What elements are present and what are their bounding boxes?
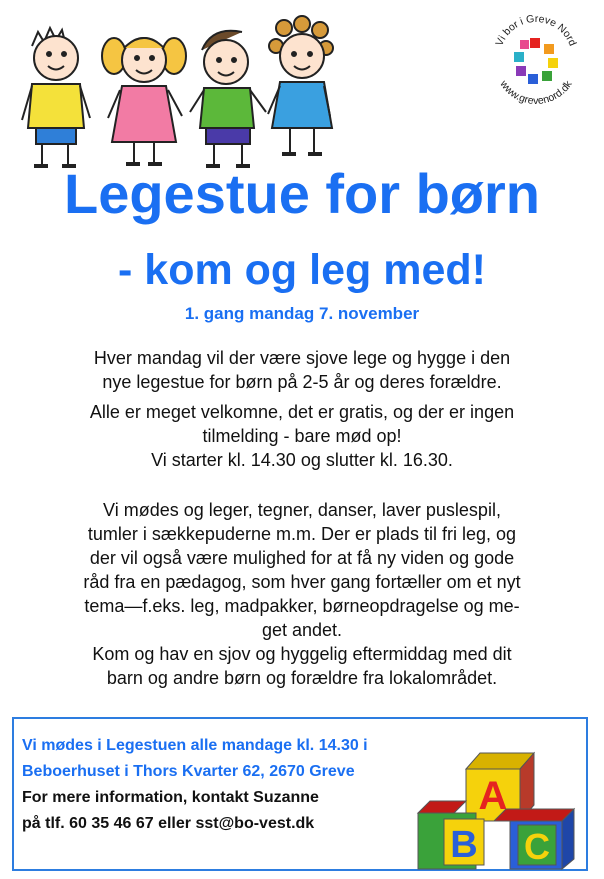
logo-bottom-text: www.grevenord.dk: [497, 78, 575, 108]
first-date: 1. gang mandag 7. november: [184, 304, 420, 323]
page-title: Legestue for børn: [63, 162, 541, 225]
greve-nord-logo: [486, 2, 586, 112]
logo-top-text: Vi bor i Greve Nord: [493, 12, 579, 48]
info-text: [22, 733, 462, 837]
block-letter-b: B: [450, 824, 478, 866]
block-letter-a: A: [478, 774, 508, 818]
para3-line4: råd fra en pædagog, som hver gang fortæller om et nyt: [83, 572, 521, 592]
children-illustration: [14, 6, 334, 176]
para3-line1: Vi mødes og leger, tegner, danser, laver puslespil,: [103, 500, 501, 520]
info-box: [12, 717, 588, 871]
para1-line2: nye legestue for børn på 2-5 år og deres forældre.: [102, 372, 502, 392]
para2-line3: Vi starter kl. 14.30 og slutter kl. 16.30.: [151, 450, 453, 470]
info-line2: Beboerhuset i Thors Kvarter 62, 2670 Greve: [22, 763, 355, 780]
child-curly: [268, 16, 333, 154]
child-pink: [102, 38, 186, 164]
para3-line5: tema—f.eks. leg, madpakker, børneopdragelse og me-: [84, 596, 520, 616]
child-yellow: [22, 28, 90, 166]
para4-line2: barn og andre børn og forældre fra lokalområdet.: [106, 668, 498, 688]
para2-line1: Alle er meget velkomne, det er gratis, og der er ingen: [89, 402, 515, 422]
body-text: [24, 346, 580, 690]
para3-line3: der vil også være mulighed for at få ny viden og gode: [89, 548, 515, 568]
block-letter-c: C: [524, 826, 550, 867]
info-line1: Vi mødes i Legestuen alle mandage kl. 14.30 i: [22, 737, 368, 754]
page-subtitle: - kom og leg med!: [118, 246, 486, 294]
para4-line1: Kom og hav en sjov og hyggelig eftermiddag med dit: [92, 644, 512, 664]
houses-ring-icon: [514, 38, 558, 84]
child-green: [190, 31, 266, 166]
para2-line2: tilmelding - bare mød op!: [202, 426, 402, 446]
para1-line1: Hver mandag vil der være sjove lege og hygge i den: [93, 348, 511, 368]
abc-blocks-icon: [414, 747, 586, 871]
para3-line2: tumler i sækkepuderne m.m. Der er plads til fri leg, og: [87, 524, 517, 544]
info-line4: på tlf. 60 35 46 67 eller sst@bo-vest.dk: [22, 815, 315, 832]
info-line3: For mere information, kontakt Suzanne: [22, 789, 319, 806]
para3-line6: get andet.: [261, 620, 343, 640]
